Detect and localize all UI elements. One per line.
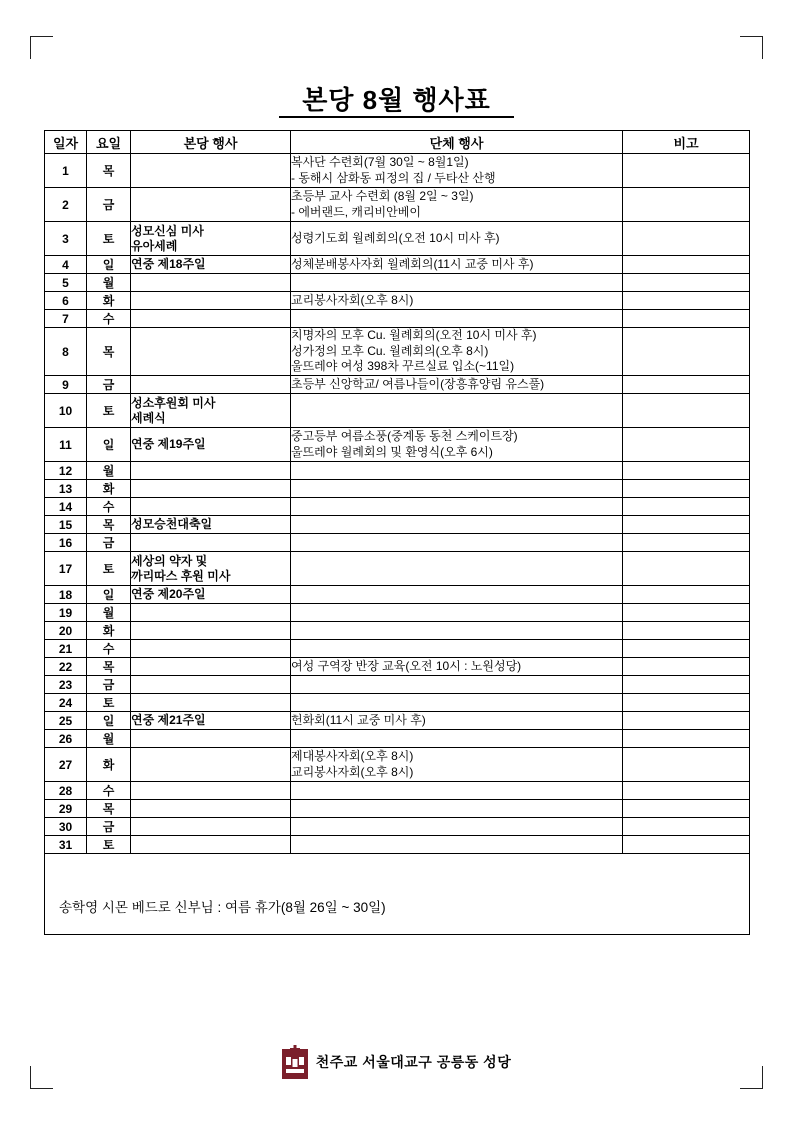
table-row: [45, 836, 750, 854]
cell-note: [623, 256, 750, 274]
table-row: [45, 586, 750, 604]
cell-group-event: 복사단 수련회(7월 30일 ~ 8월1일) - 동해시 삼화동 피정의 집 / 두타산 산행: [291, 154, 623, 188]
cell-date: 2: [45, 188, 87, 222]
cell-day: 목: [87, 328, 131, 376]
cell-day: 토: [87, 694, 131, 712]
cell-day: 일: [87, 428, 131, 462]
cell-date: 22: [45, 658, 87, 676]
cell-parish-event: 연중 제19주일: [131, 428, 291, 462]
cell-date: 16: [45, 534, 87, 552]
cell-day: 월: [87, 274, 131, 292]
table-row: [45, 730, 750, 748]
cell-date: 29: [45, 800, 87, 818]
cell-day: 일: [87, 256, 131, 274]
column-header-note: 비고: [623, 131, 750, 154]
cell-parish-event: [131, 328, 291, 376]
cell-group-event: [291, 310, 623, 328]
cell-day: 토: [87, 394, 131, 428]
table-row: [45, 658, 750, 676]
cell-note: [623, 328, 750, 376]
cell-date: 20: [45, 622, 87, 640]
cell-parish-event: [131, 188, 291, 222]
cell-parish-event: [131, 376, 291, 394]
cell-day: 화: [87, 622, 131, 640]
cell-note: [623, 480, 750, 498]
cell-day: 금: [87, 534, 131, 552]
cell-group-event: [291, 694, 623, 712]
cell-day: 금: [87, 818, 131, 836]
cell-parish-event: [131, 658, 291, 676]
cell-group-event: [291, 604, 623, 622]
cell-note: [623, 694, 750, 712]
cell-note: [623, 748, 750, 782]
cell-date: 13: [45, 480, 87, 498]
cell-group-event: 중고등부 여름소풍(중계동 동천 스케이트장) 울뜨레야 월례회의 및 환영식(오후 6시): [291, 428, 623, 462]
cell-date: 21: [45, 640, 87, 658]
cell-group-event: [291, 552, 623, 586]
cell-day: 목: [87, 154, 131, 188]
cell-parish-event: 연중 제18주일: [131, 256, 291, 274]
cell-group-event: [291, 800, 623, 818]
cell-note: [623, 376, 750, 394]
cell-day: 금: [87, 376, 131, 394]
table-row: [45, 188, 750, 222]
table-row: [45, 516, 750, 534]
table-row: [45, 782, 750, 800]
cell-note: [623, 730, 750, 748]
title-underline: [279, 116, 514, 118]
cell-group-event: [291, 516, 623, 534]
table-row: [45, 480, 750, 498]
cell-note: [623, 498, 750, 516]
table-row: [45, 256, 750, 274]
cell-note: [623, 516, 750, 534]
cell-parish-event: 연중 제20주일: [131, 586, 291, 604]
cell-group-event: [291, 640, 623, 658]
footnote-row: [45, 854, 750, 935]
cell-date: 25: [45, 712, 87, 730]
cell-note: [623, 552, 750, 586]
column-header-group: 단체 행사: [291, 131, 623, 154]
cell-group-event: [291, 676, 623, 694]
cell-group-event: [291, 730, 623, 748]
table-row: [45, 274, 750, 292]
cell-group-event: [291, 274, 623, 292]
cell-group-event: 성체분배봉사자회 월례회의(11시 교중 미사 후): [291, 256, 623, 274]
cell-parish-event: [131, 836, 291, 854]
cell-note: [623, 462, 750, 480]
cell-day: 월: [87, 604, 131, 622]
crop-mark-top-left: [30, 36, 53, 59]
table-row: [45, 818, 750, 836]
cell-parish-event: 세상의 약자 및 까리따스 후원 미사: [131, 552, 291, 586]
cell-note: [623, 310, 750, 328]
cell-day: 토: [87, 836, 131, 854]
cell-day: 화: [87, 748, 131, 782]
table-row: [45, 694, 750, 712]
table-header-row: [45, 131, 750, 154]
cell-day: 일: [87, 712, 131, 730]
cell-group-event: [291, 534, 623, 552]
cell-date: 12: [45, 462, 87, 480]
cell-date: 15: [45, 516, 87, 534]
table-row: [45, 640, 750, 658]
church-logo-icon: [282, 1045, 308, 1079]
cell-day: 화: [87, 292, 131, 310]
cell-day: 금: [87, 188, 131, 222]
cell-note: [623, 534, 750, 552]
cell-parish-event: [131, 534, 291, 552]
cell-parish-event: [131, 498, 291, 516]
cell-note: [623, 604, 750, 622]
table-row: [45, 712, 750, 730]
cell-parish-event: [131, 274, 291, 292]
column-header-day: 요일: [87, 131, 131, 154]
cell-note: [623, 712, 750, 730]
table-row: [45, 676, 750, 694]
cell-note: [623, 428, 750, 462]
cell-parish-event: [131, 730, 291, 748]
cell-note: [623, 676, 750, 694]
table-row: [45, 604, 750, 622]
cell-group-event: 초등부 교사 수련회 (8월 2일 ~ 3일) - 에버랜드, 캐리비안베이: [291, 188, 623, 222]
cell-parish-event: 연중 제21주일: [131, 712, 291, 730]
table-row: [45, 428, 750, 462]
cell-date: 4: [45, 256, 87, 274]
cell-note: [623, 586, 750, 604]
cell-date: 6: [45, 292, 87, 310]
cell-date: 27: [45, 748, 87, 782]
cell-note: [623, 818, 750, 836]
cell-date: 5: [45, 274, 87, 292]
cell-group-event: 성령기도회 월례회의(오전 10시 미사 후): [291, 222, 623, 256]
cell-note: [623, 836, 750, 854]
cell-parish-event: 성소후원회 미사 세례식: [131, 394, 291, 428]
cell-note: [623, 658, 750, 676]
cell-day: 목: [87, 516, 131, 534]
cell-note: [623, 222, 750, 256]
table-row: [45, 748, 750, 782]
cell-group-event: [291, 480, 623, 498]
cell-day: 목: [87, 658, 131, 676]
footer-text: 천주교 서울대교구 공릉동 성당: [315, 1054, 512, 1070]
cell-parish-event: [131, 640, 291, 658]
cell-day: 토: [87, 552, 131, 586]
footnote-cell: [45, 854, 750, 935]
cell-parish-event: 성모신심 미사 유아세례: [131, 222, 291, 256]
schedule-table: [44, 130, 750, 935]
cell-date: 17: [45, 552, 87, 586]
cell-note: [623, 292, 750, 310]
cell-day: 수: [87, 782, 131, 800]
cell-date: 9: [45, 376, 87, 394]
cell-day: 토: [87, 222, 131, 256]
table-row: [45, 154, 750, 188]
cell-group-event: [291, 586, 623, 604]
cell-day: 금: [87, 676, 131, 694]
cell-group-event: 헌화회(11시 교중 미사 후): [291, 712, 623, 730]
cell-date: 10: [45, 394, 87, 428]
table-row: [45, 328, 750, 376]
cell-note: [623, 782, 750, 800]
table-row: [45, 534, 750, 552]
cell-note: [623, 622, 750, 640]
cell-date: 3: [45, 222, 87, 256]
table-row: [45, 462, 750, 480]
cell-parish-event: [131, 310, 291, 328]
cell-parish-event: [131, 154, 291, 188]
cell-note: [623, 394, 750, 428]
cell-parish-event: [131, 462, 291, 480]
cell-parish-event: [131, 782, 291, 800]
cell-date: 26: [45, 730, 87, 748]
table-row: [45, 292, 750, 310]
document-footer: [0, 1045, 793, 1079]
table-row: [45, 222, 750, 256]
table-row: [45, 394, 750, 428]
table-row: [45, 552, 750, 586]
cell-note: [623, 188, 750, 222]
cell-parish-event: [131, 818, 291, 836]
table-row: [45, 800, 750, 818]
page-title: 본당 8월 행사표: [302, 85, 491, 115]
cell-group-event: [291, 836, 623, 854]
cell-group-event: [291, 498, 623, 516]
cell-date: 24: [45, 694, 87, 712]
cell-group-event: 교리봉사자회(오후 8시): [291, 292, 623, 310]
table-row: [45, 310, 750, 328]
cell-group-event: [291, 462, 623, 480]
cell-date: 8: [45, 328, 87, 376]
cell-parish-event: [131, 676, 291, 694]
cell-day: 월: [87, 462, 131, 480]
cell-day: 수: [87, 498, 131, 516]
cell-parish-event: [131, 694, 291, 712]
cell-day: 수: [87, 310, 131, 328]
cell-note: [623, 640, 750, 658]
cell-date: 31: [45, 836, 87, 854]
cell-group-event: [291, 782, 623, 800]
crop-mark-top-right: [740, 36, 763, 59]
table-row: [45, 622, 750, 640]
footnote-text: 송학영 시몬 베드로 신부님 : 여름 휴가(8월 26일 ~ 30일): [59, 900, 386, 915]
cell-note: [623, 274, 750, 292]
cell-date: 28: [45, 782, 87, 800]
cell-parish-event: [131, 292, 291, 310]
cell-parish-event: [131, 800, 291, 818]
cell-group-event: [291, 818, 623, 836]
cell-group-event: 치명자의 모후 Cu. 월례회의(오전 10시 미사 후) 성가정의 모후 Cu. 월례회의(오후 8시) 울뜨레야 여성 398차 꾸르실료 입소(~11일): [291, 328, 623, 376]
cell-day: 화: [87, 480, 131, 498]
table-row: [45, 498, 750, 516]
cell-day: 일: [87, 586, 131, 604]
column-header-parish: 본당 행사: [131, 131, 291, 154]
table-row: [45, 376, 750, 394]
cell-group-event: 초등부 신앙학교/ 여름나들이(장흥휴양림 유스풀): [291, 376, 623, 394]
cell-date: 19: [45, 604, 87, 622]
cell-group-event: 제대봉사자회(오후 8시) 교리봉사자회(오후 8시): [291, 748, 623, 782]
cell-day: 월: [87, 730, 131, 748]
cell-date: 23: [45, 676, 87, 694]
cell-note: [623, 800, 750, 818]
cell-group-event: [291, 394, 623, 428]
cell-parish-event: [131, 748, 291, 782]
cell-date: 18: [45, 586, 87, 604]
cell-day: 목: [87, 800, 131, 818]
cell-parish-event: [131, 604, 291, 622]
cell-note: [623, 154, 750, 188]
cell-parish-event: [131, 480, 291, 498]
cell-day: 수: [87, 640, 131, 658]
column-header-date: 일자: [45, 131, 87, 154]
cell-group-event: 여성 구역장 반장 교육(오전 10시 : 노원성당): [291, 658, 623, 676]
cell-group-event: [291, 622, 623, 640]
cell-date: 1: [45, 154, 87, 188]
cell-date: 30: [45, 818, 87, 836]
cell-parish-event: [131, 622, 291, 640]
cell-date: 14: [45, 498, 87, 516]
cell-date: 11: [45, 428, 87, 462]
cell-date: 7: [45, 310, 87, 328]
cell-parish-event: 성모승천대축일: [131, 516, 291, 534]
